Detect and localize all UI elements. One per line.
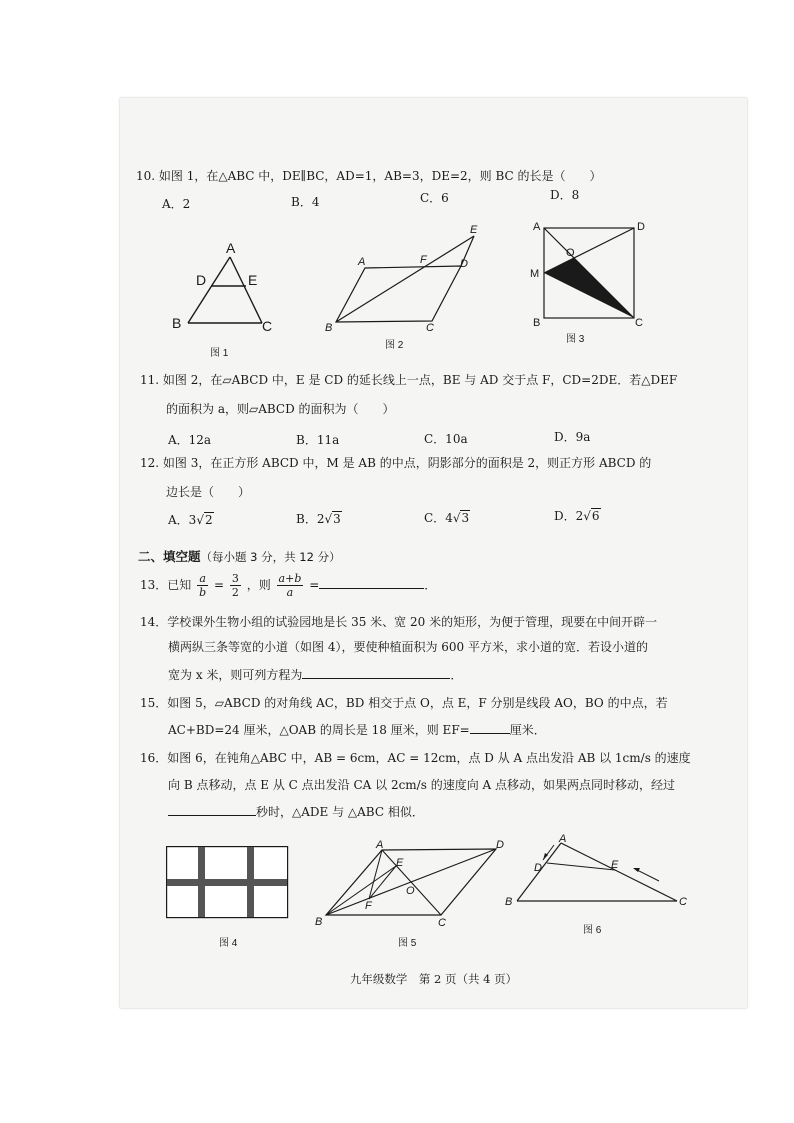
figure-3-square: [525, 216, 655, 336]
fig3-label-d: D: [637, 221, 645, 233]
q11-option-b: B．11a: [296, 433, 340, 447]
q13: 13．已知 $\frac{a}{b}$ = $\frac{3}{2}$ ，则 $\frac{a+b}{a}$ = ．: [140, 572, 437, 599]
q12-line2: 边长是（ ）: [166, 485, 251, 499]
q10-option-d: D．8: [550, 188, 580, 202]
exam-page: [120, 98, 747, 1008]
fig2-label-a: A: [358, 256, 366, 268]
q11-option-d: D．9a: [554, 430, 591, 444]
q14-line1: 14．学校课外生物小组的试验园地是长 35 米、宽 20 米的矩形，为便于管理，现要在中间开辟一: [140, 615, 658, 629]
fig6-label-c: C: [679, 896, 687, 908]
fig5-label-a: A: [376, 839, 384, 851]
fig3-label-b: B: [533, 317, 541, 329]
q12-option-b: B．2√3: [296, 512, 341, 526]
fig2-label-f: F: [420, 254, 427, 266]
figure-6-obtuse-triangle: [505, 833, 695, 918]
figure-5-parallelogram: [310, 836, 515, 936]
fig1-caption: 图 1: [210, 348, 229, 359]
q12-option-a: A．3√2: [168, 513, 213, 527]
q10-option-b: B．4: [291, 195, 320, 209]
fig2-caption: 图 2: [385, 340, 404, 351]
fig1-label-d: D: [196, 272, 207, 288]
q12-option-d: D．2√6: [554, 509, 600, 523]
q15-answer-blank[interactable]: [470, 721, 510, 734]
fig6-label-e: E: [611, 859, 619, 871]
fig1-label-b: B: [172, 315, 182, 331]
section-2-title: 二、填空题（每小题 3 分，共 12 分）: [138, 549, 341, 564]
fig5-caption: 图 5: [398, 938, 417, 949]
fig3-caption: 图 3: [566, 334, 585, 345]
fig1-label-c: C: [262, 318, 273, 334]
q10-option-c: C．6: [420, 191, 449, 205]
q11-line1: 11. 如图 2，在▱ABCD 中，E 是 CD 的延长线上一点，BE 与 AD 交于点 F，CD=2DE．若△DEF: [140, 373, 678, 387]
fig2-label-e: E: [470, 224, 478, 236]
q13-answer-blank[interactable]: [319, 576, 424, 589]
fig6-caption: 图 6: [583, 925, 602, 936]
q15-line1: 15．如图 5，▱ABCD 的对角线 AC，BD 相交于点 O，点 E，F 分别是线段 AO，BO 的中点，若: [140, 696, 668, 710]
q10-stem: 10. 如图 1，在△ABC 中，DE∥BC，AD=1，AB=3，DE=2，则 BC 的长是（ ）: [136, 169, 602, 183]
q12-option-c: C．4√3: [424, 511, 470, 525]
q14-line3: 宽为 x 米，则可列方程为 ．: [168, 668, 463, 682]
fig2-label-c: C: [426, 322, 434, 334]
fig3-label-a: A: [533, 221, 541, 233]
q11-option-c: C．10a: [424, 432, 468, 446]
fig2-label-d: D: [460, 258, 468, 270]
q10-option-a: A．2: [162, 197, 191, 211]
fig3-label-m: M: [530, 268, 540, 280]
page-footer: 九年级数学 第 2 页（共 4 页）: [349, 972, 518, 986]
fig6-label-d: D: [534, 862, 542, 874]
q16-line1: 16．如图 6，在钝角△ABC 中，AB = 6cm，AC = 12cm，点 D 从 A 点出发沿 AB 以 1cm/s 的速度: [140, 751, 691, 765]
fig5-label-d: D: [496, 839, 504, 851]
q12-line1: 12. 如图 3，在正方形 ABCD 中，M 是 AB 的中点，阴影部分的面积是 2，则正方形 ABCD 的: [140, 456, 652, 470]
fig3-label-c: C: [635, 317, 643, 329]
fig5-label-o: O: [406, 885, 415, 897]
q11-line2: 的面积为 a，则▱ABCD 的面积为（ ）: [166, 402, 395, 416]
fig5-label-b: B: [315, 916, 323, 928]
fig3-label-o: O: [566, 247, 575, 259]
figure-1-triangle: [160, 235, 273, 335]
fig5-label-c: C: [438, 917, 446, 929]
q16-line3: 秒时，△ADE 与 △ABC 相似．: [168, 803, 424, 820]
figure-2-parallelogram: [320, 223, 490, 338]
fig5-label-e: E: [396, 857, 404, 869]
q11-option-a: A．12a: [168, 433, 212, 447]
fig2-label-b: B: [325, 322, 333, 334]
fig6-label-b: B: [505, 896, 513, 908]
fig5-label-f: F: [365, 900, 372, 912]
figure-4-garden-rect: [166, 846, 290, 921]
q16-line2: 向 B 点移动，点 E 从 C 点出发沿 CA 以 2cm/s 的速度向 A 点移动，如果两点同时移动，经过: [168, 778, 675, 792]
q15-line2: AC+BD=24 厘米，△OAB 的周长是 18 厘米，则 EF= 厘米．: [168, 723, 546, 737]
fig1-label-e: E: [248, 272, 258, 288]
fig6-label-a: A: [559, 833, 567, 845]
q14-answer-blank[interactable]: [302, 666, 450, 679]
q16-answer-blank[interactable]: [168, 803, 256, 816]
q14-line2: 横两纵三条等宽的小道（如图 4），要使种植面积为 600 平方米，求小道的宽．若设小道的: [168, 640, 648, 654]
fig1-label-a: A: [226, 240, 236, 256]
fig4-caption: 图 4: [219, 938, 238, 949]
